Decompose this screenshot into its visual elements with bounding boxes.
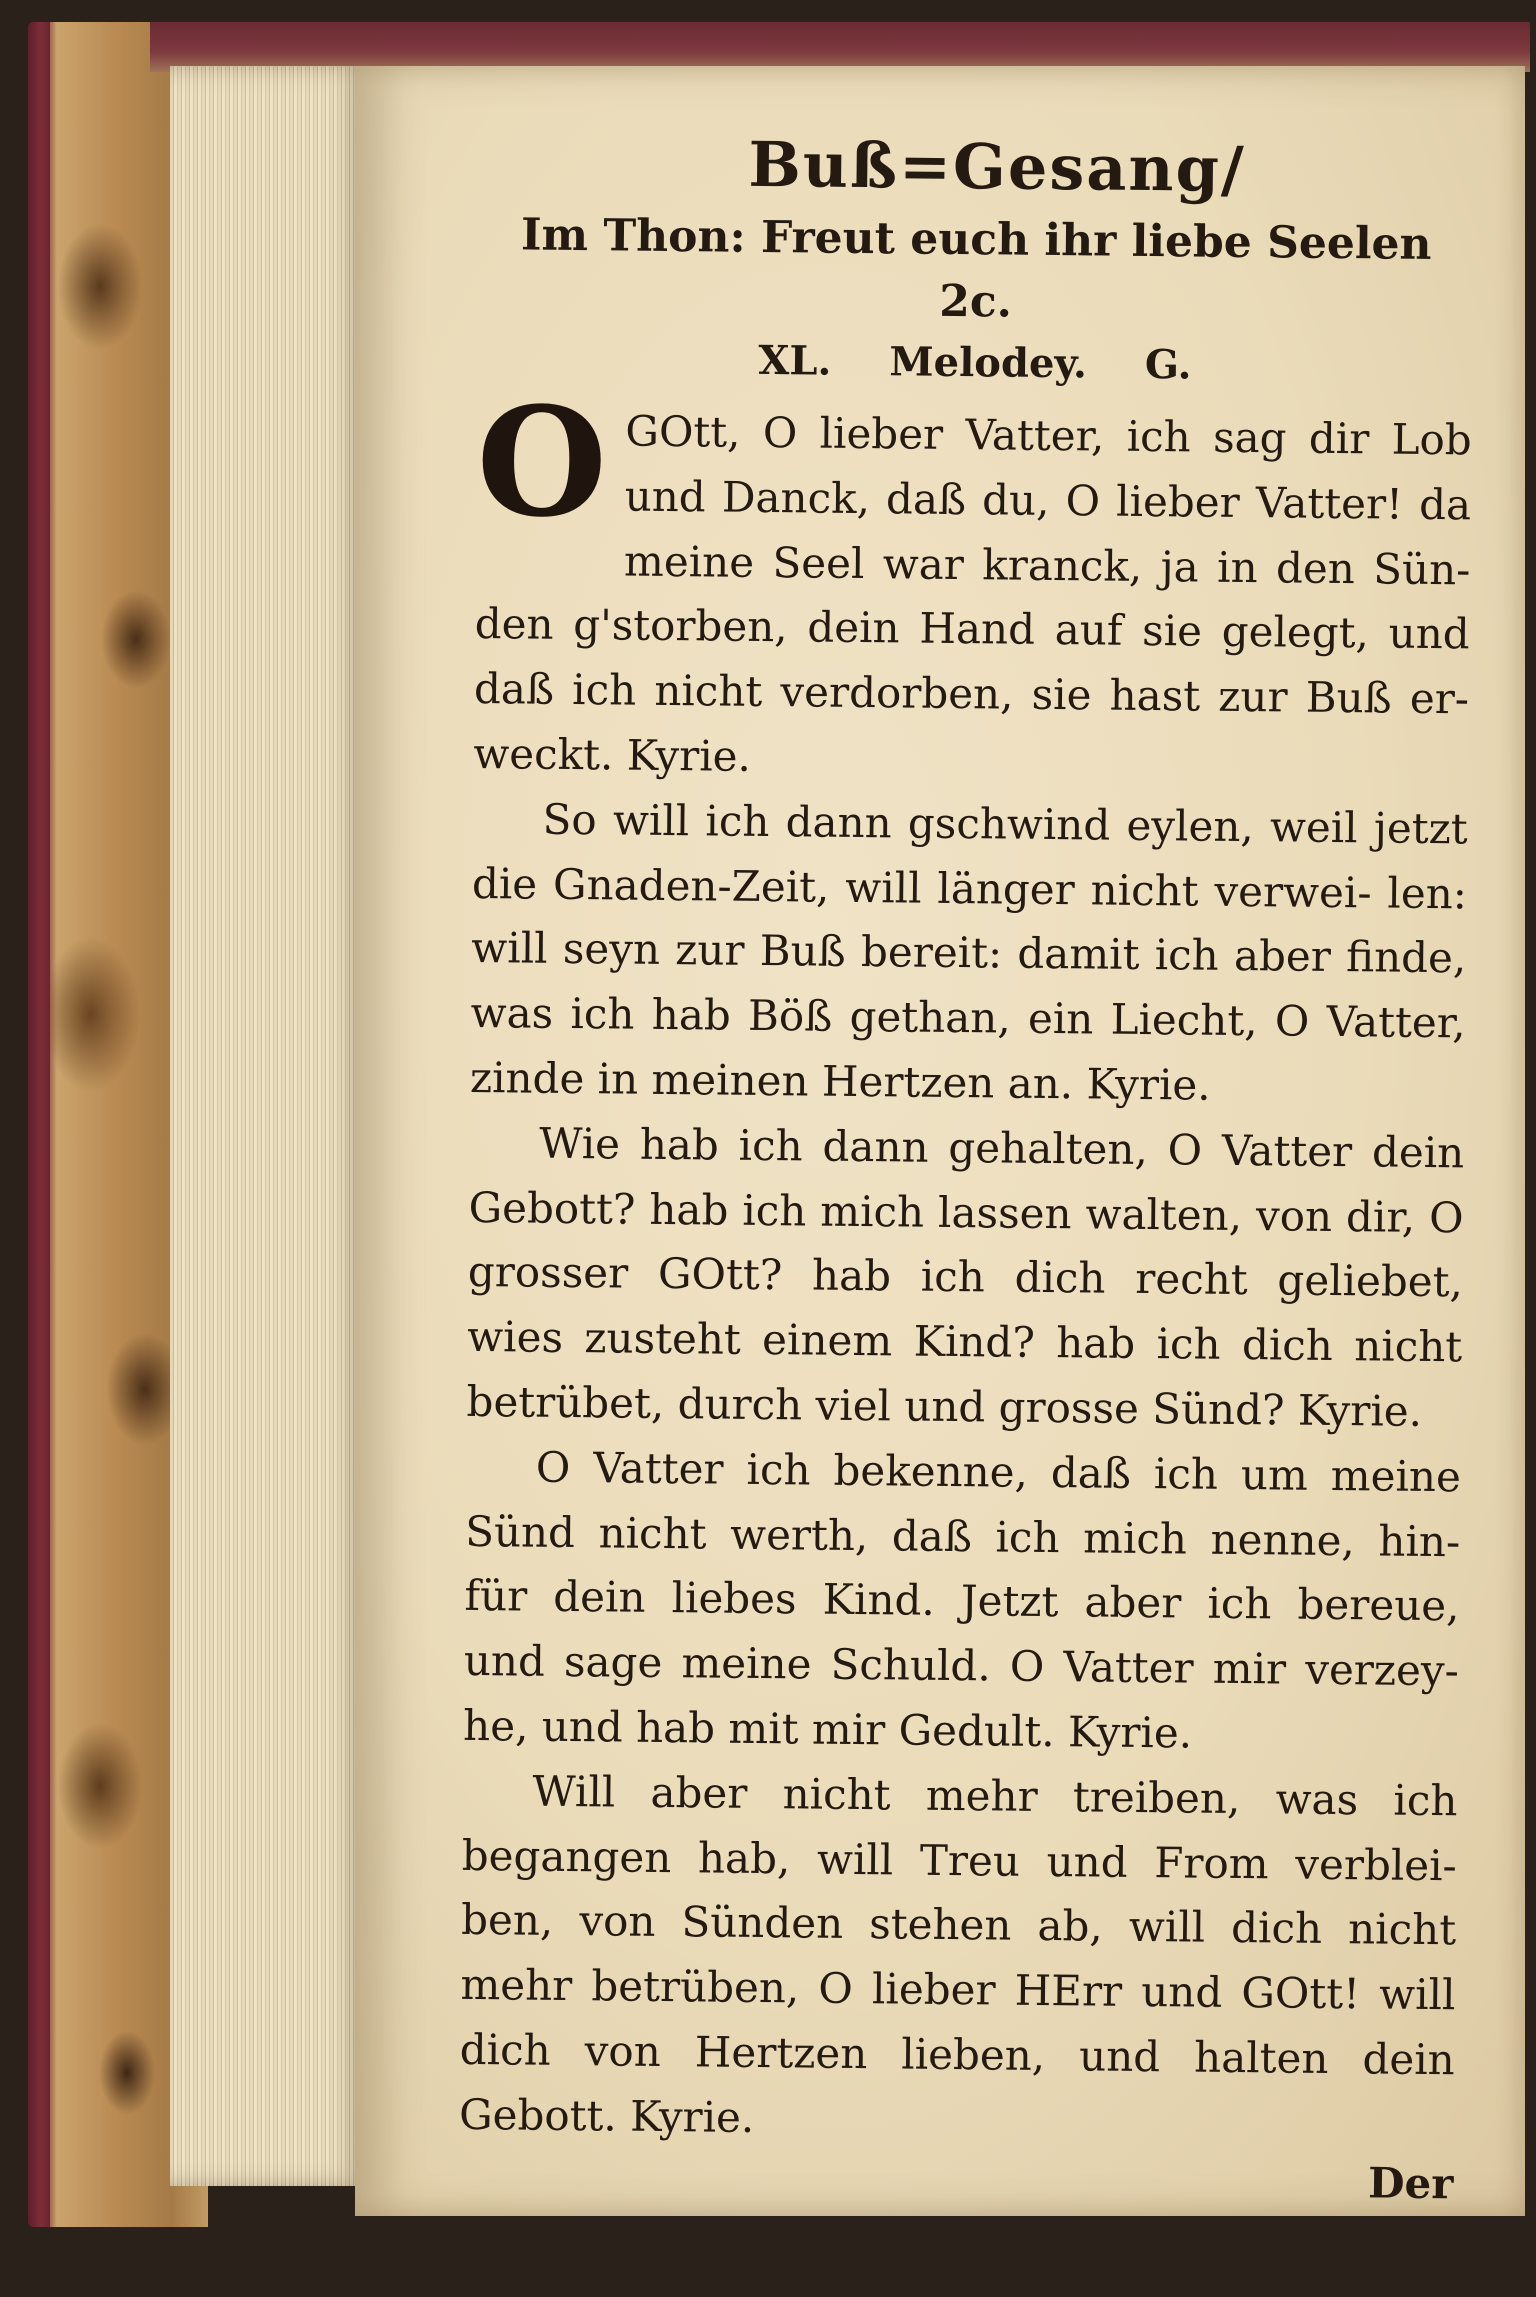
leather-top-edge [150, 22, 1530, 72]
stanza-text: Will aber nicht mehr treiben, was ich begangen hab, will Treu und From verblei- ben, von Sünden stehen ab, will dich nicht mehr betrüben, O lieber HErr und GOtt! will dich von Hertzen lieben, und halten dein Gebott. [458, 1766, 1458, 2141]
stanza-1 [473, 373, 1472, 797]
stanza-refrain: Kyrie. [1067, 1707, 1193, 1758]
stanza-refrain: Kyrie. [1297, 1385, 1423, 1436]
stanza-refrain: Kyrie. [629, 2091, 755, 2142]
melody-key: G. [1144, 340, 1192, 389]
stanza-5 [459, 1759, 1458, 2158]
page-title: Buß=Gesang/ [748, 127, 1246, 207]
stanza-2 [470, 787, 1468, 1121]
melody-line [477, 328, 1473, 398]
melody-number: XL. [758, 336, 832, 385]
page-edges [170, 66, 370, 2186]
stanza-text: Wie hab ich dann gehalten, O Vatter dein Gebott? hab ich mich lassen walten, von dir, O grosser GOtt? hab ich dich recht geliebet, wies zusteht einem Kind? hab ich dich nicht betrübet, durch viel und grosse Sünd? [466, 1118, 1465, 1435]
stanza-text: So will ich dann gschwind eylen, weil jetzt die Gnaden-Zeit, will länger nicht verwei- len: will seyn zur Buß bereit: damit ich aber finde, was ich hab Böß gethan, ein Liecht, O Vatter, zinde in meinen Hertzen an. [469, 794, 1468, 1109]
leather-spine-edge [28, 22, 50, 2227]
drop-cap-initial: O [475, 373, 609, 552]
catchword: Der [1367, 2157, 1454, 2208]
stanza-refrain: Kyrie. [1086, 1059, 1211, 1110]
stanza-3 [466, 1111, 1464, 1445]
stanza-4 [463, 1435, 1461, 1769]
stanza-text: O Vatter ich bekenne, daß ich um meine Sünd nicht werth, daß ich mich nenne, hin- für dein liebes Kind. Jetzt aber ich bereue, und sage meine Schuld. O Vatter mir verzey- he, und hab mit mir Gedult. [462, 1442, 1462, 1757]
stanza-refrain: Kyrie. [626, 730, 752, 781]
stanza-text: GOtt, O lieber Vatter, ich sag dir Lob und Danck, daß du, O lieber Vatter! da meine Seel war kranck, ja in den Sün- den g'storben, dein Hand auf sie gelegt, und daß ich nicht verdorben, sie hast zur Buß er- weckt. [473, 406, 1472, 780]
tune-line: Im Thon: Freut euch ihr liebe Seelen 2c. [520, 209, 1432, 328]
melody-label: Melodey. [889, 338, 1088, 388]
page-text [458, 120, 1475, 2214]
